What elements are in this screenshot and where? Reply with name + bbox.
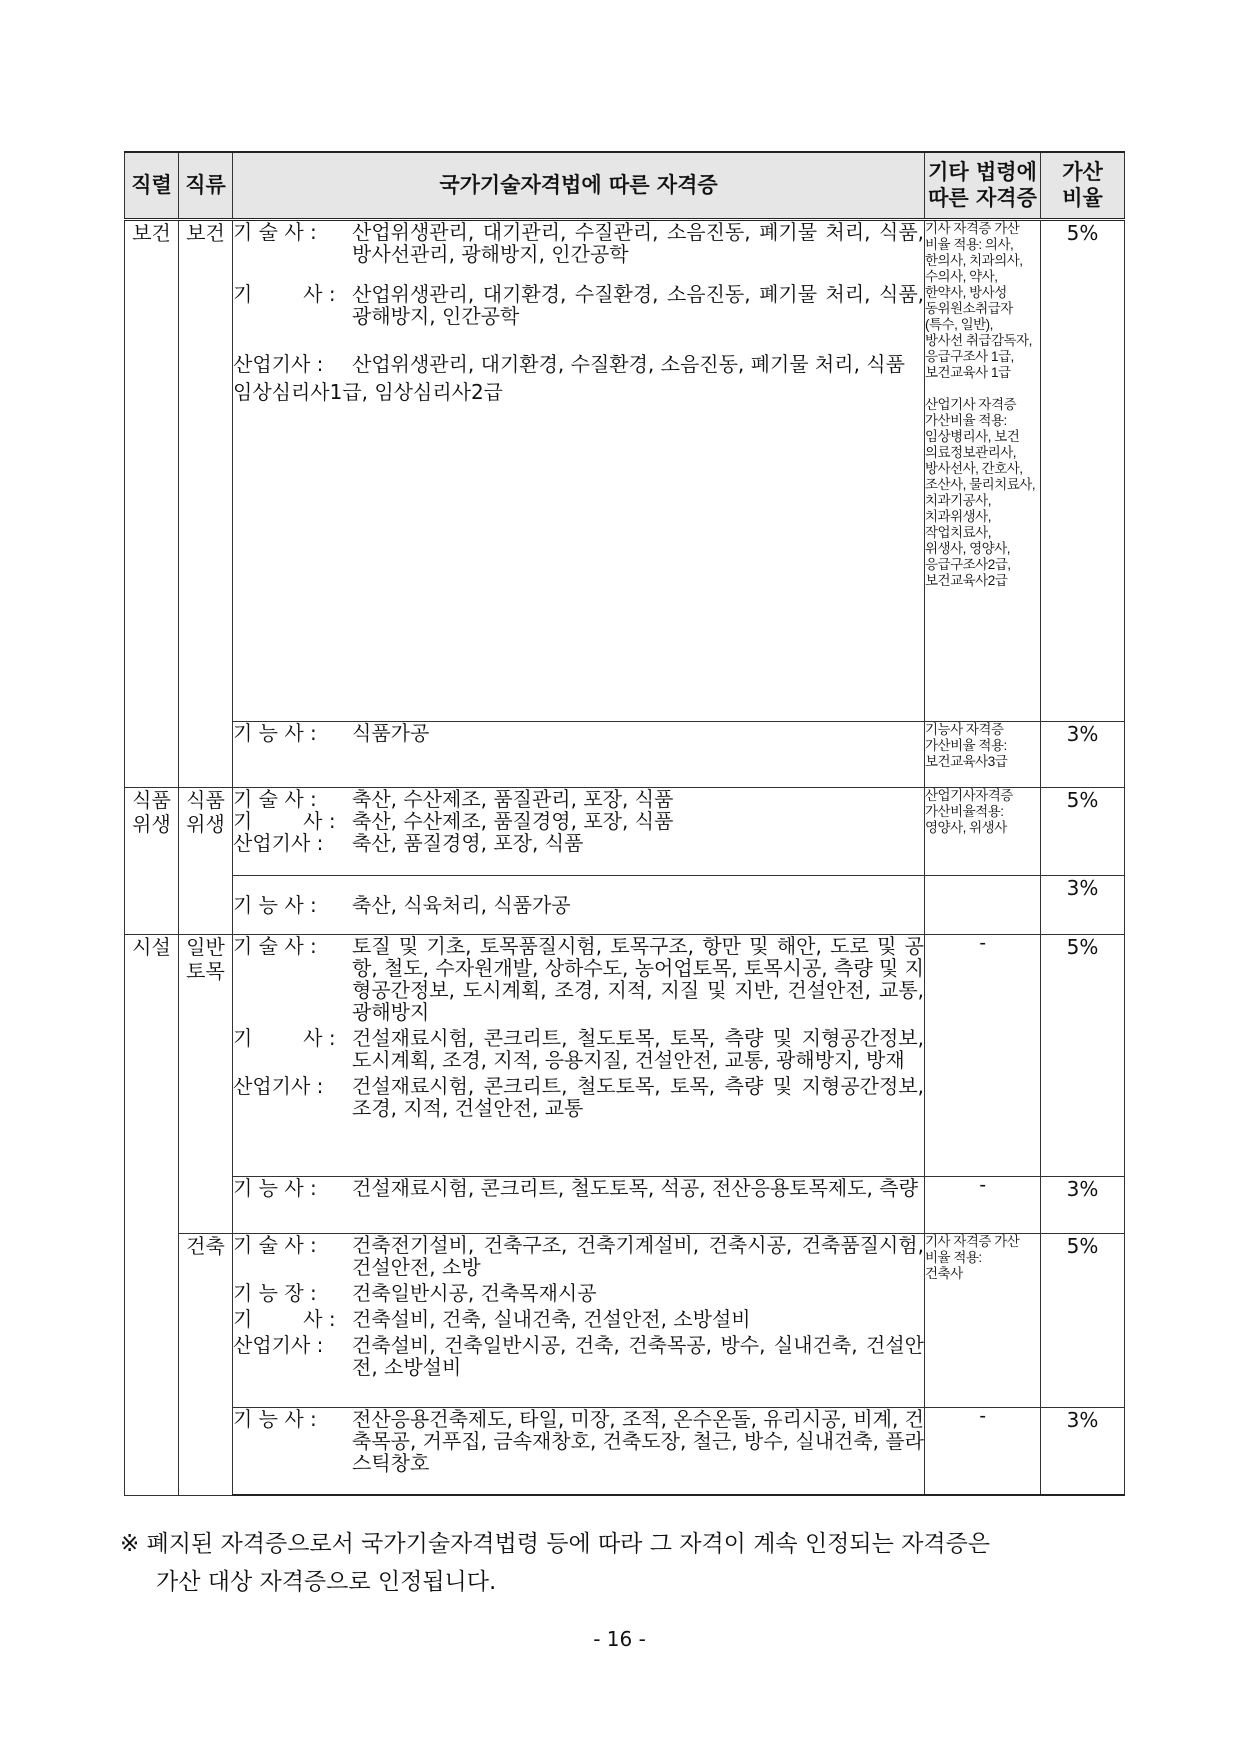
rate-cell: 5% xyxy=(1041,934,1125,1176)
other-qualification-cell: 기사 자격증 가산 비율 적용: 건축사 xyxy=(925,1233,1041,1407)
table-row xyxy=(125,1176,1125,1233)
qualification-cell xyxy=(233,934,925,1176)
rate-cell: 3% xyxy=(1041,875,1125,934)
qual-value: 산업위생관리, 대기환경, 수질환경, 소음진동, 폐기물 처리, 식품, 광해방지, 인간공학 xyxy=(352,281,924,328)
qualification-cell xyxy=(233,1407,925,1495)
series-cell: 시설 xyxy=(125,934,179,1495)
type-cell: 식품 위생 xyxy=(179,787,233,934)
rate-cell: 3% xyxy=(1041,1407,1125,1495)
other-qualification-cell: - xyxy=(925,1176,1041,1233)
qual-label: 산업기사 : xyxy=(233,351,324,376)
footnote xyxy=(120,1525,1130,1601)
qual-label: 기 능 사 : xyxy=(233,1175,317,1200)
series-cell: 식품 위생 xyxy=(125,787,179,934)
footnote-line-2: 가산 대상 자격증으로 인정됩니다. xyxy=(156,1569,497,1595)
header-series: 직렬 xyxy=(125,152,179,219)
qual-value: 건설재료시험, 콘크리트, 철도토목, 토목, 측량 및 지형공간정보, 조경, 지적, 건설안전, 교통 xyxy=(352,1073,924,1120)
other-qualification-cell: 산업기사자격증 가산비율적용: 영양사, 위생사 xyxy=(925,787,1041,875)
table-row xyxy=(125,721,1125,787)
qual-value: 건설재료시험, 콘크리트, 철도토목, 석공, 전산응용토목제도, 측량 xyxy=(352,1175,918,1200)
footnote-line-1: ※ 폐지된 자격증으로서 국가기술자격법령 등에 따라 그 자격이 계속 인정되는 자격증은 xyxy=(120,1531,991,1557)
qual-label: 기 술 사 : xyxy=(233,219,317,244)
qual-label: 기 능 사 : xyxy=(233,1406,317,1431)
qual-label: 기 사 : xyxy=(233,808,336,833)
other-qualification-cell: 기능사 자격증 가산비율 적용: 보건교육사3급 xyxy=(925,721,1041,787)
qualification-cell xyxy=(233,787,925,875)
type-cell: 건축 xyxy=(179,1233,233,1495)
qual-value: 건축설비, 건축일반시공, 건축, 건축목공, 방수, 실내건축, 건설안전, 소방설비 xyxy=(352,1332,924,1379)
qual-value: 전산응용건축제도, 타일, 미장, 조적, 온수온돌, 유리시공, 비계, 건축목공, 거푸집, 금속재창호, 건축도장, 철근, 방수, 실내건축, 플라스틱창호 xyxy=(352,1406,925,1475)
type-cell: 보건 xyxy=(179,219,233,787)
qual-label: 산업기사 : xyxy=(233,1332,324,1357)
qual-value: 건축일반시공, 건축목재시공 xyxy=(352,1280,597,1305)
qual-value: 건축전기설비, 건축구조, 건축기계설비, 건축시공, 건축품질시험, 건설안전, 소방 xyxy=(352,1232,924,1279)
header-other-qualification: 기타 법령에 따른 자격증 xyxy=(925,152,1041,219)
qual-label: 기 능 장 : xyxy=(233,1280,317,1305)
qual-value: 산업위생관리, 대기관리, 수질관리, 소음진동, 폐기물 처리, 식품, 방사선관리, 광해방지, 인간공학 xyxy=(352,219,924,266)
qualification-cell xyxy=(233,721,925,787)
qual-label: 기 사 : xyxy=(233,1025,336,1050)
other-qualification-cell: - xyxy=(925,1407,1041,1495)
other-qualification-cell xyxy=(925,875,1041,934)
qual-value: 토질 및 기초, 토목품질시험, 토목구조, 항만 및 해안, 도로 및 공항, 철도, 수자원개발, 상하수도, 농어업토목, 토목시공, 측량 및 지형공간정보, 도시계획, 조경, 지적, 지질 및 지반, 건설안전, 교통, 광해방지 xyxy=(352,933,925,1024)
qual-label: 기 술 사 : xyxy=(233,786,317,811)
table-row xyxy=(125,934,1125,1176)
qual-label: 기 능 사 : xyxy=(233,892,317,917)
type-cell: 일반 토목 xyxy=(179,934,233,1233)
table-row xyxy=(125,219,1125,721)
qualification-cell xyxy=(233,219,925,721)
header-row xyxy=(125,152,1125,219)
qual-value: 축산, 수산제조, 품질관리, 포장, 식품 xyxy=(352,786,674,811)
qual-label: 기 술 사 : xyxy=(233,933,317,958)
rate-cell: 5% xyxy=(1041,219,1125,721)
qual-value: 축산, 수산제조, 품질경영, 포장, 식품 xyxy=(352,808,674,833)
qual-value: 건설재료시험, 콘크리트, 철도토목, 토목, 측량 및 지형공간정보, 도시계획, 조경, 지적, 응용지질, 건설안전, 교통, 광해방지, 방재 xyxy=(352,1025,924,1072)
rate-cell: 5% xyxy=(1041,787,1125,875)
qual-value: 건축설비, 건축, 실내건축, 건설안전, 소방설비 xyxy=(352,1306,751,1331)
header-national-qualification: 국가기술자격법에 따른 자격증 xyxy=(233,152,925,219)
qual-value: 축산, 식육처리, 식품가공 xyxy=(352,892,571,917)
qual-label: 기 사 : xyxy=(233,281,336,306)
qualification-table xyxy=(124,151,1125,1496)
qual-label: 산업기사 : xyxy=(233,830,324,855)
table-row xyxy=(125,1407,1125,1495)
qual-label: 기 능 사 : xyxy=(233,720,317,745)
table-row xyxy=(125,875,1125,934)
qual-label: 기 술 사 : xyxy=(233,1232,317,1257)
header-type: 직류 xyxy=(179,152,233,219)
qualification-cell xyxy=(233,1233,925,1407)
qual-value: 임상심리사1급, 임상심리사2급 xyxy=(233,379,504,404)
rate-cell: 3% xyxy=(1041,721,1125,787)
header-bonus-rate: 가산 비율 xyxy=(1041,152,1125,219)
other-qualification-cell: 기사 자격증 가산 비율 적용: 의사, 한의사, 치과의사, 수의사, 약사, 한약사, 방사성 동위원소취급자 (특수, 일반), 방사선 취급감독자, 응급구조사 1급, 보건교육사 1급 산업기사 자격증 가산비율 적용: 임상병리사, 보건 의료정보관리사, 방사선사, 간호사, 조산사, 물리치료사, 치과기공사, 치과위생사, 작업치료사, 위생사, 영양사, 응급구조사2급, 보건교육사2급 xyxy=(925,219,1041,721)
qualification-cell xyxy=(233,1176,925,1233)
page-number: - 16 - xyxy=(593,1627,646,1651)
qual-label: 기 사 : xyxy=(233,1306,336,1331)
table-row xyxy=(125,787,1125,875)
qual-value: 축산, 품질경영, 포장, 식품 xyxy=(352,830,584,855)
rate-cell: 3% xyxy=(1041,1176,1125,1233)
qual-value: 산업위생관리, 대기환경, 수질환경, 소음진동, 폐기물 처리, 식품 xyxy=(352,351,905,376)
other-qualification-cell: - xyxy=(925,934,1041,1176)
table-row xyxy=(125,1233,1125,1407)
rate-cell: 5% xyxy=(1041,1233,1125,1407)
qual-label: 산업기사 : xyxy=(233,1073,324,1098)
qual-value: 식품가공 xyxy=(352,720,430,745)
series-cell: 보건 xyxy=(125,219,179,787)
qualification-cell xyxy=(233,875,925,934)
